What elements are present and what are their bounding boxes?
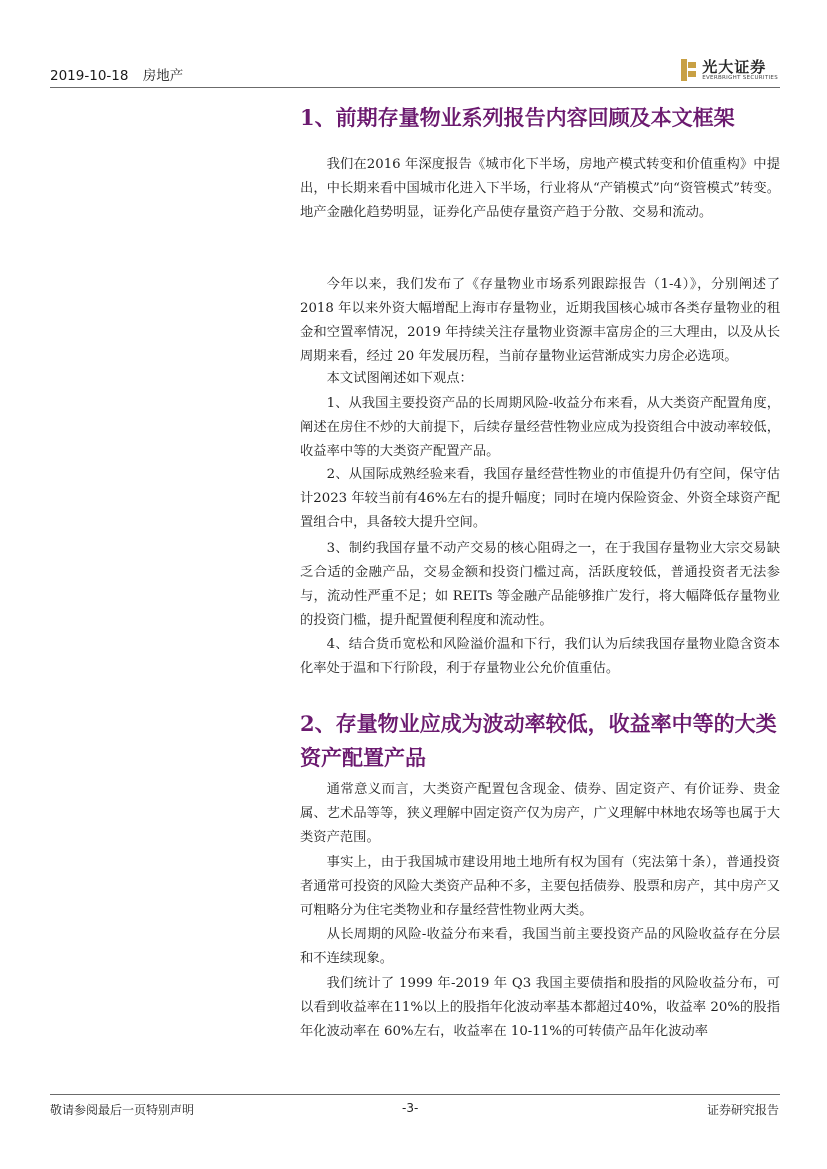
section-2-paragraph: 我们统计了 1999 年-2019 年 Q3 我国主要债指和股指的风险收益分布，可以看到收益率在11%以上的股指年化波动率基本都超过40%，收益率 20%的股指年化波动率在 60%左右，收益率在 10-11%的可转债产品年化波动率 <box>300 976 780 1039</box>
logo-name-en: EVERBRIGHT SECURITIES <box>702 74 778 81</box>
section-1-paragraph: 今年以来，我们发布了《存量物业市场系列跟踪报告（1-4）》，分别阐述了 2018 年以来外资大幅增配上海市存量物业，近期我国核心城市各类存量物业的租金和空置率情况，2019 年持续关注存量物业资源丰富房企的三大理由，以及从长周期来看，经过 20 年发展历程，当前存量物业运营渐成实力房企必选项。 <box>300 277 780 364</box>
section-2-paragraph: 通常意义而言，大类资产配置包含现金、债券、固定资产、有价证券、贵金属、艺术品等等，狭义理解中固定资产仅为房产，广义理解中林地农场等也属于大类资产范围。 <box>300 782 780 845</box>
section-1-paragraph: 4、结合货币宽松和风险溢价温和下行，我们认为后续我国存量物业隐含资本化率处于温和下行阶段，利于存量物业公允价值重估。 <box>300 637 780 676</box>
footer-divider <box>50 1094 780 1095</box>
header-meta <box>50 64 193 84</box>
report-date: 2019-10-18 <box>50 68 129 84</box>
section-2-heading: 2、存量物业应成为波动率较低，收益率中等的大类资产配置产品 <box>300 711 777 770</box>
report-sector: 房地产 <box>142 68 184 84</box>
footer-disclaimer: 敬请参阅最后一页特别声明 <box>50 1103 195 1117</box>
section-1-paragraph: 本文试图阐述如下观点： <box>326 371 473 386</box>
page-header <box>50 56 778 86</box>
header-divider <box>50 87 780 88</box>
section-1-paragraph: 1、从我国主要投资产品的长周期风险-收益分布来看，从大类资产配置角度，阐述在房住不炒的大前提下，后续存量经营性物业应成为投资组合中波动率较低，收益率中等的大类资产配置产品。 <box>300 396 780 459</box>
section-2-paragraph: 从长周期的风险-收益分布来看，我国当前主要投资产品的风险收益存在分层和不连续现象。 <box>300 927 780 966</box>
company-logo <box>681 56 778 84</box>
section-2-paragraph: 事实上，由于我国城市建设用地土地所有权为国有（宪法第十条），普通投资者通常可投资的风险大类资产品种不多，主要包括债券、股票和房产，其中房产又可粗略分为住宅类物业和存量经营性物业两大类。 <box>300 855 780 918</box>
footer-report-type: 证券研究报告 <box>706 1103 779 1117</box>
page-number: -3- <box>402 1101 419 1115</box>
logo-mark-icon <box>681 59 697 81</box>
section-1-paragraph: 2、从国际成熟经验来看，我国存量经营性物业的市值提升仍有空间，保守估计2023 年较当前有46%左右的提升幅度；同时在境内保险资金、外资全球资产配置组合中，具备较大提升空间。 <box>300 467 780 530</box>
section-1-paragraph: 我们在2016 年深度报告《城市化下半场，房地产模式转变和价值重构》中提出，中长期来看中国城市化进入下半场，行业将从“产销模式”向“资管模式”转变。地产金融化趋势明显，证券化产品使存量资产趋于分散、交易和流动。 <box>300 157 780 220</box>
section-1-paragraph: 3、制约我国存量不动产交易的核心阻碍之一，在于我国存量物业大宗交易缺乏合适的金融产品，交易金额和投资门槛过高，活跃度较低，普通投资者无法参与，流动性严重不足；如 REITs 等金融产品能够推广发行，将大幅降低存量物业的投资门槛，提升配置便利程度和流动性。 <box>300 541 780 628</box>
section-1-heading: 1、前期存量物业系列报告内容回顾及本文框架 <box>300 105 735 130</box>
logo-name-cn: 光大证券 <box>702 57 767 76</box>
